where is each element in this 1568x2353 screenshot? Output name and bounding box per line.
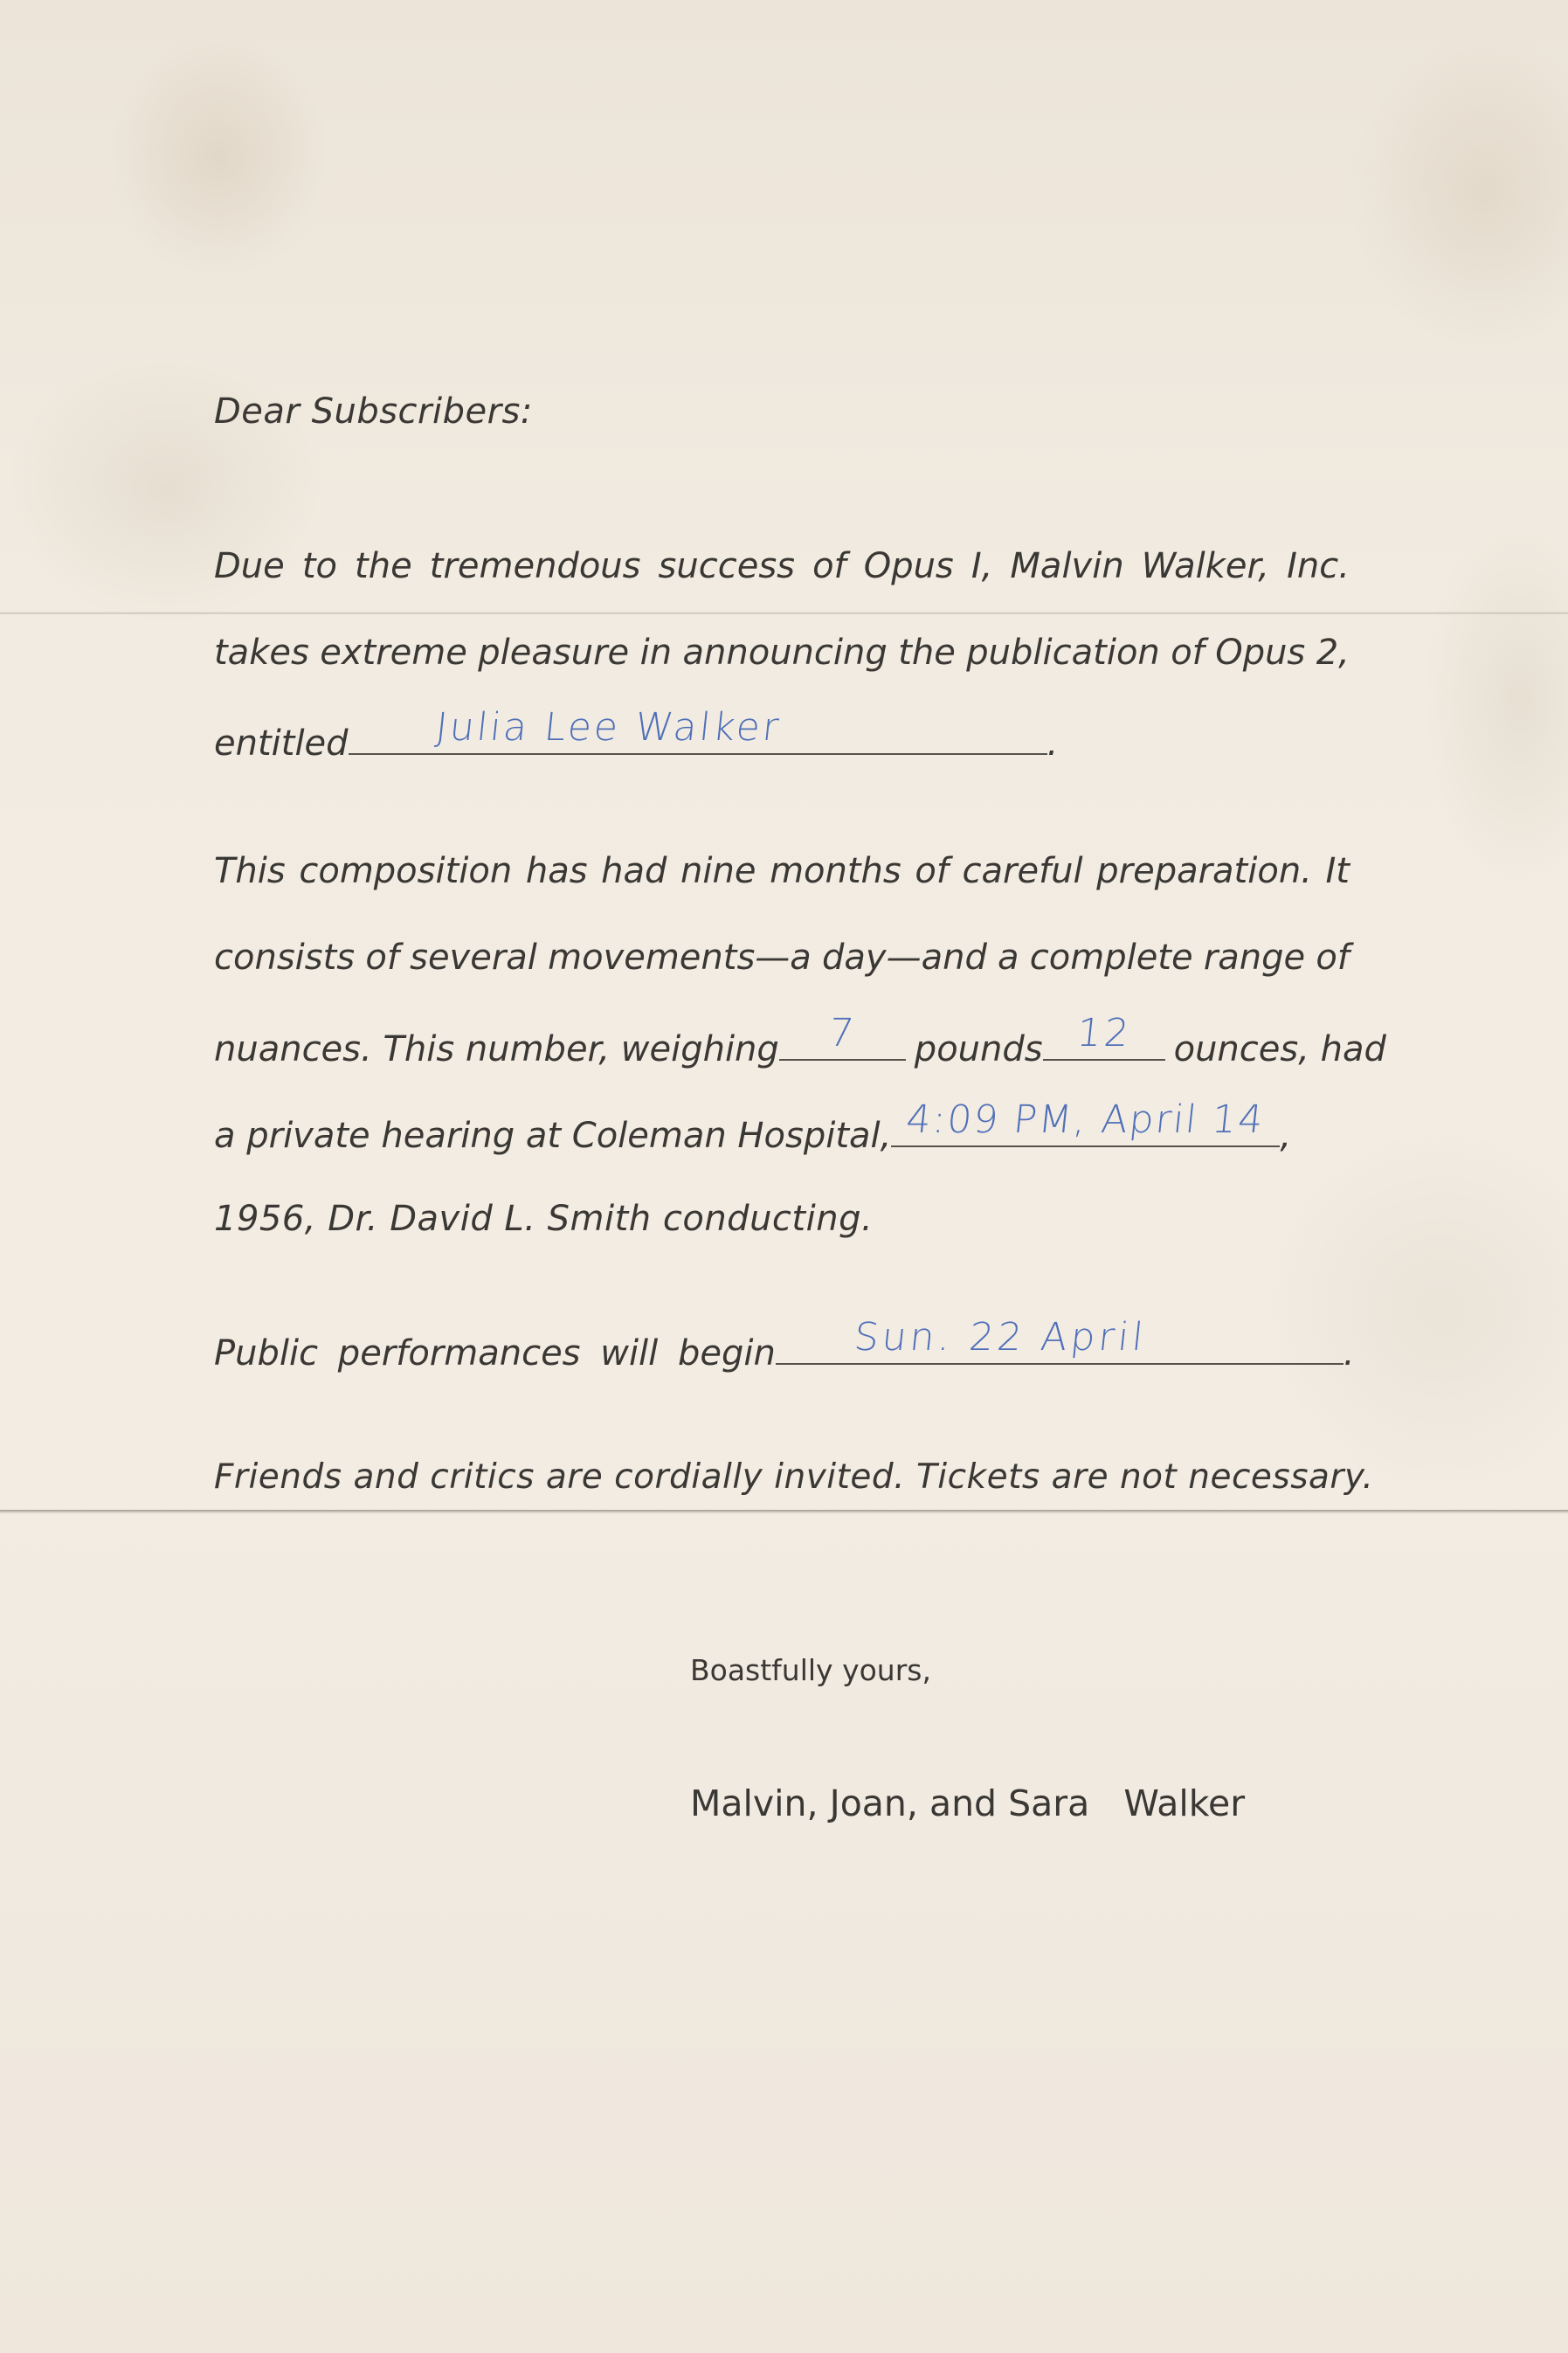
paragraph-2-line-4 [214,1097,1292,1156]
word: of [812,546,846,586]
word: careful [962,851,1083,891]
entitled-handwritten-value: Julia Lee Walker [432,705,784,750]
word: This [214,851,286,891]
paragraph-2-line-2 [214,938,1350,978]
word: takes [214,633,309,673]
performances-text: Public performances will begin [214,1333,776,1374]
word: in [639,633,673,673]
word: Opus [1215,633,1306,673]
word: months [770,851,901,891]
performances-handwritten-value: Sun. 22 April [852,1315,1149,1360]
hearing-handwritten-value: 4:09 PM, April 14 [904,1097,1268,1142]
word: complete [1029,938,1193,978]
word: announcing [682,633,888,673]
ounces-label: ounces, had [1173,1029,1386,1069]
word: tremendous [429,546,641,586]
word: Inc. [1287,546,1350,586]
word: had [601,851,667,891]
word: Opus [863,546,954,586]
signature: Malvin, Joan, and Sara Walker [690,1782,1246,1824]
word: consists [214,938,356,978]
paragraph-2-line-3 [214,1011,1386,1069]
ounces-field[interactable] [1043,1011,1165,1061]
word: composition [299,851,513,891]
word: pleasure [478,633,630,673]
word: I, [971,546,993,586]
word: nine [680,851,756,891]
entitled-period: . [1046,723,1059,764]
performances-period: . [1343,1333,1355,1374]
pounds-field[interactable] [779,1011,906,1061]
word: success [658,546,796,586]
salutation: Dear Subscribers: [214,391,533,432]
word: has [525,851,588,891]
word: Walker, [1141,546,1270,586]
hearing-comma: , [1280,1116,1292,1156]
paragraph-4: Friends and critics are cordially invited. Tickets are not necessary. [214,1457,1374,1497]
word: of [1171,633,1205,673]
entitled-field[interactable] [349,705,1047,755]
paragraph-3 [214,1315,1355,1374]
pounds-handwritten-value: 7 [826,1011,859,1055]
performances-field[interactable] [776,1315,1344,1365]
word: movements—a [548,938,812,978]
word: Due [214,546,285,586]
word: of [365,938,399,978]
word: extreme [320,633,467,673]
closing: Boastfully yours, [690,1653,931,1687]
word: Malvin [1010,546,1124,586]
word: It [1325,851,1350,891]
word: the [355,546,412,586]
word: day—and [822,938,987,978]
word: several [410,938,537,978]
word: of [915,851,949,891]
word: publication [966,633,1160,673]
weighing-text: nuances. This number, weighing [214,1029,779,1069]
paper-fold-lower [0,1510,1568,1514]
paragraph-1-line-3 [214,705,1059,764]
paragraph-2-line-1 [214,851,1350,891]
word: of [1316,938,1350,978]
entitled-label: entitled [214,723,349,764]
paragraph-2-line-5: 1956, Dr. David L. Smith conducting. [214,1199,874,1239]
hearing-field[interactable] [891,1097,1280,1147]
paragraph-1-line-2 [214,633,1350,673]
paragraph-1-line-1 [214,546,1350,586]
pounds-label: pounds [914,1029,1043,1069]
word: range [1203,938,1306,978]
word: the [898,633,956,673]
ounces-handwritten-value: 12 [1074,1011,1134,1055]
hearing-text: a private hearing at Coleman Hospital, [214,1116,892,1156]
word: a [998,938,1019,978]
word: preparation. [1096,851,1312,891]
word: to [301,546,337,586]
word: 2, [1316,633,1350,673]
paper-fold-upper [0,612,1568,615]
